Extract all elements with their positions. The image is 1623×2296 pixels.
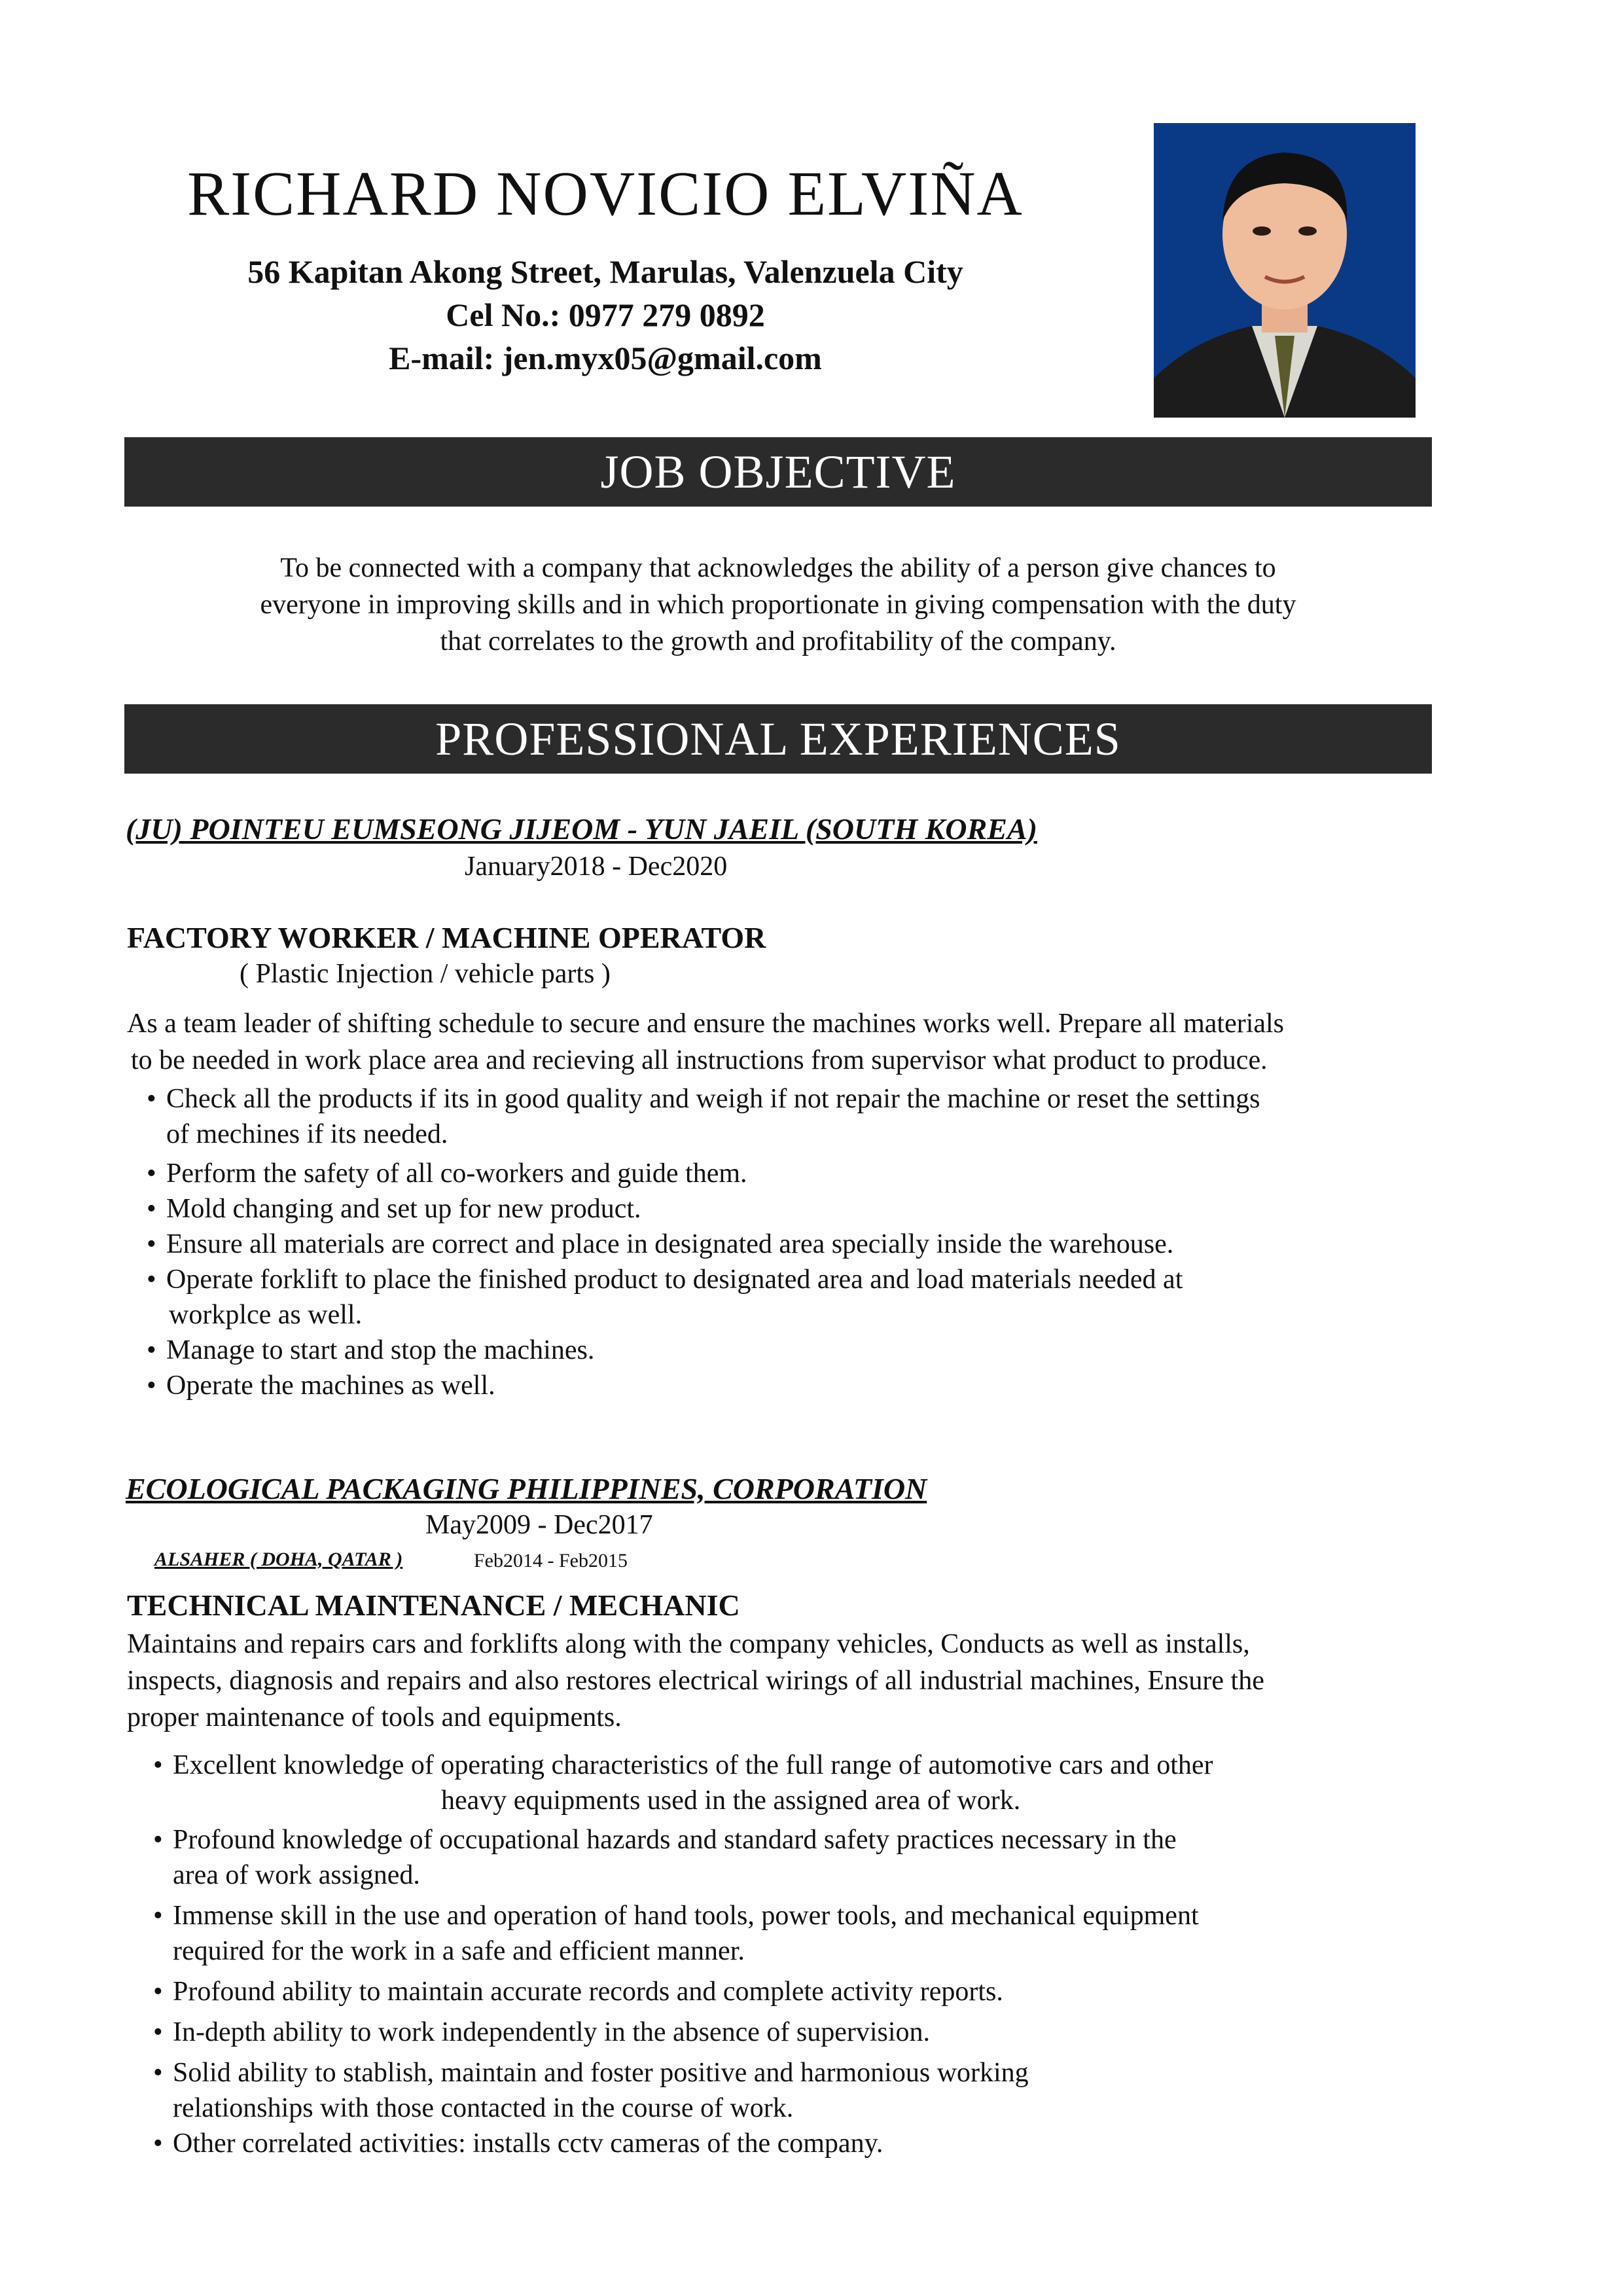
profile-photo [1154, 123, 1416, 418]
objective-line: that correlates to the growth and profitability of the company. [440, 626, 1116, 656]
professional-experiences-heading: PROFESSIONAL EXPERIENCES [124, 704, 1432, 774]
address: 56 Kapitan Akong Street, Marulas, Valenzuela City [247, 253, 963, 290]
list-item: • Operate the machines as well. [166, 1368, 1429, 1403]
list-item: • Perform the safety of all co-workers and guide them. [166, 1156, 1429, 1191]
job1-period: January2018 - Dec2020 [465, 852, 728, 882]
objective-text [124, 550, 1432, 660]
list-item: • In-depth ability to work independently in the absence of supervision. [173, 2015, 1436, 2050]
bullet-icon: • [153, 1977, 163, 2007]
job1-role: FACTORY WORKER / MACHINE OPERATOR [127, 921, 766, 954]
list-item: • Mold changing and set up for new product. [166, 1191, 1429, 1227]
email-address: E-mail: jen.myx05@gmail.com [389, 340, 822, 376]
list-item: • Profound knowledge of occupational hazards and standard safety practices necessary in the area of work assigned. [173, 1822, 1436, 1893]
summary-line: to be needed in work place area and recieving all instructions from supervisor what product to produce. [131, 1045, 1268, 1075]
bullet-icon: • [147, 1084, 156, 1114]
bullet-icon: • [153, 2017, 163, 2047]
list-item: • Solid ability to stablish, maintain and foster positive and harmonious working relationships with those contacted in the course of work. [173, 2055, 1436, 2126]
applicant-name: RICHARD NOVICIO ELVIÑA [187, 158, 1024, 228]
job2-summary [127, 1626, 1436, 1736]
list-item: • Profound ability to maintain accurate records and complete activity reports. [173, 1974, 1436, 2009]
bullet-icon: • [153, 1901, 163, 1931]
person-portrait-icon [1154, 123, 1416, 418]
phone-number: Cel No.: 0977 279 0892 [446, 296, 765, 333]
job2-sub-period: Feb2014 - Feb2015 [474, 1550, 628, 1571]
list-item: • Manage to start and stop the machines. [166, 1333, 1429, 1368]
job1-summary [127, 1005, 1436, 1079]
bullet-icon: • [153, 1825, 163, 1855]
summary-line: As a team leader of shifting schedule to secure and ensure the machines works well. Prepare all materials [127, 1009, 1285, 1039]
summary-line: Maintains and repairs cars and forklifts along with the company vehicles, Conducts as well as installs, [127, 1629, 1250, 1659]
summary-line: proper maintenance of tools and equipments. [127, 1702, 622, 1732]
summary-line: inspects, diagnosis and repairs and also restores electrical wirings of all industrial machines, Ensure the [127, 1666, 1264, 1696]
job1-subrole: ( Plastic Injection / vehicle parts ) [240, 959, 611, 989]
bullet-icon: • [153, 2058, 163, 2088]
bullet-icon: • [147, 1158, 156, 1189]
objective-line: To be connected with a company that acknowledges the ability of a person give chances to [280, 553, 1276, 583]
job2-duties-list [153, 1748, 1436, 2161]
list-item: • Ensure all materials are correct and place in designated area specially inside the warehouse. [166, 1227, 1429, 1262]
job2-role: TECHNICAL MAINTENANCE / MECHANIC [127, 1588, 740, 1622]
bullet-icon: • [153, 2128, 163, 2159]
list-item: • Other correlated activities: installs cctv cameras of the company. [173, 2126, 1436, 2161]
job1-company: (JU) POINTEU EUMSEONG JIJEOM - YUN JAEIL (SOUTH KOREA) [126, 812, 1037, 846]
list-item: • Excellent knowledge of operating characteristics of the full range of automotive cars and other heavy equipments used in the assigned area of work. [173, 1748, 1436, 1818]
bullet-icon: • [147, 1335, 156, 1365]
bullet-icon: • [153, 1750, 163, 1780]
list-item: • Check all the products if its in good quality and weigh if not repair the machine or reset the settings of mechines if its needed. [166, 1081, 1429, 1152]
job2-company: ECOLOGICAL PACKAGING PHILIPPINES, CORPORATION [126, 1472, 927, 1505]
job-objective-heading: JOB OBJECTIVE [124, 437, 1432, 507]
list-item: • Operate forklift to place the finished product to designated area and load materials needed at workplce as well. [166, 1262, 1429, 1333]
job2-sub-company: ALSAHER ( DOHA, QATAR ) [154, 1549, 403, 1570]
job1-duties-list [147, 1081, 1429, 1403]
objective-line: everyone in improving skills and in which proportionate in giving compensation with the duty [260, 590, 1296, 620]
bullet-icon: • [147, 1371, 156, 1401]
job2-period: May2009 - Dec2017 [425, 1510, 653, 1540]
bullet-icon: • [147, 1265, 156, 1295]
bullet-icon: • [147, 1194, 156, 1224]
bullet-icon: • [147, 1229, 156, 1259]
list-item: • Immense skill in the use and operation of hand tools, power tools, and mechanical equipment required for the work in a safe and efficient manner. [173, 1898, 1436, 1969]
